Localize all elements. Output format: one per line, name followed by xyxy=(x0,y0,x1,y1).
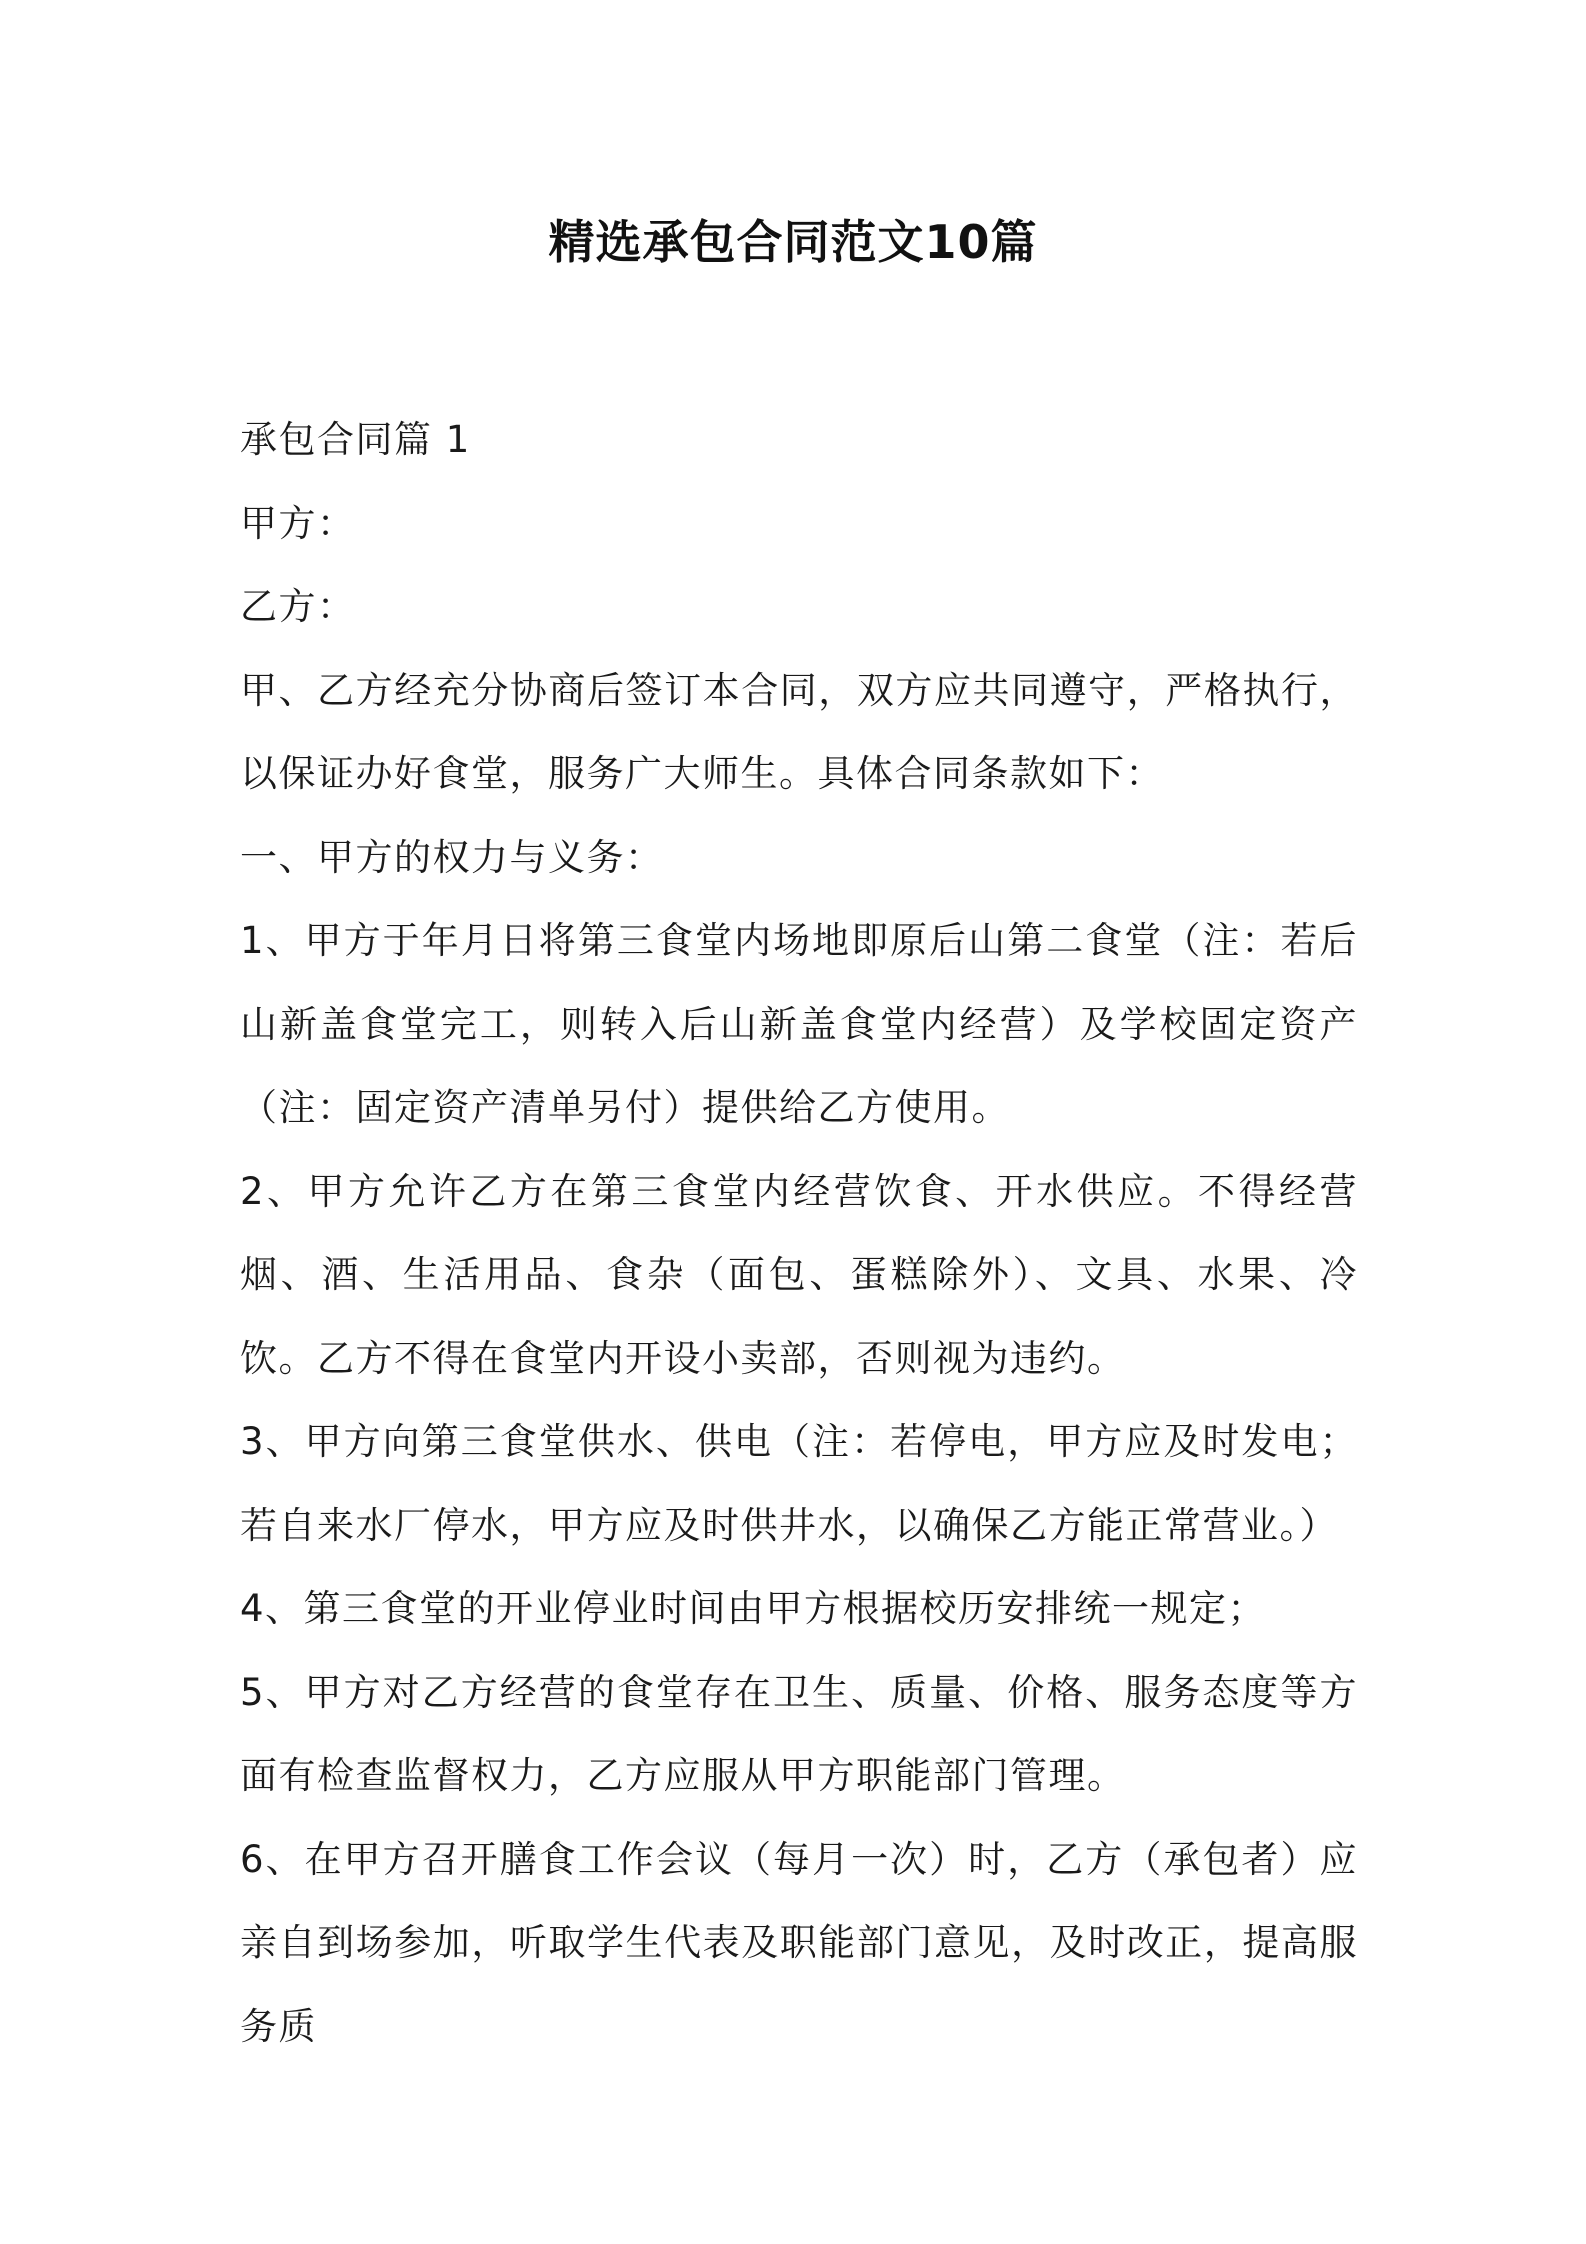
paragraph-clause-3: 3、甲方向第三食堂供水、供电（注：若停电，甲方应及时发电；若自来水厂停水，甲方应及时供井水，以确保乙方能正常营业。） xyxy=(240,1420,1358,1547)
paragraph-intro: 甲、乙方经充分协商后签订本合同，双方应共同遵守，严格执行，以保证办好食堂，服务广大师生。具体合同条款如下： xyxy=(240,668,1358,795)
paragraph-clause-1: 1、甲方于年月日将第三食堂内场地即原后山第二食堂（注：若后山新盖食堂完工，则转入后山新盖食堂内经营）及学校固定资产（注：固定资产清单另付）提供给乙方使用。 xyxy=(240,919,1358,1129)
paragraph-heading-party-a-rights: 一、甲方的权力与义务： xyxy=(240,835,664,879)
document-body xyxy=(240,398,1358,2068)
party-a-label: 甲方： xyxy=(240,501,356,545)
paragraph-clause-2: 2、甲方允许乙方在第三食堂内经营饮食、开水供应。不得经营烟、酒、生活用品、食杂（面包、蛋糕除外）、文具、水果、冷饮。乙方不得在食堂内开设小卖部，否则视为违约。 xyxy=(240,1169,1358,1380)
document-title: 精选承包合同范文10篇 xyxy=(548,215,1038,269)
section-heading: 承包合同篇 1 xyxy=(240,418,471,461)
paragraph-clause-6: 6、在甲方召开膳食工作会议（每月一次）时，乙方（承包者）应亲自到场参加，听取学生代表及职能部门意见，及时改正，提高服务质 xyxy=(240,1837,1358,2048)
party-b-label: 乙方： xyxy=(240,585,356,628)
paragraph-clause-4: 4、第三食堂的开业停业时间由甲方根据校历安排统一规定； xyxy=(240,1587,1267,1630)
paragraph-clause-5: 5、甲方对乙方经营的食堂存在卫生、质量、价格、服务态度等方面有检查监督权力，乙方应服从甲方职能部门管理。 xyxy=(240,1670,1358,1797)
